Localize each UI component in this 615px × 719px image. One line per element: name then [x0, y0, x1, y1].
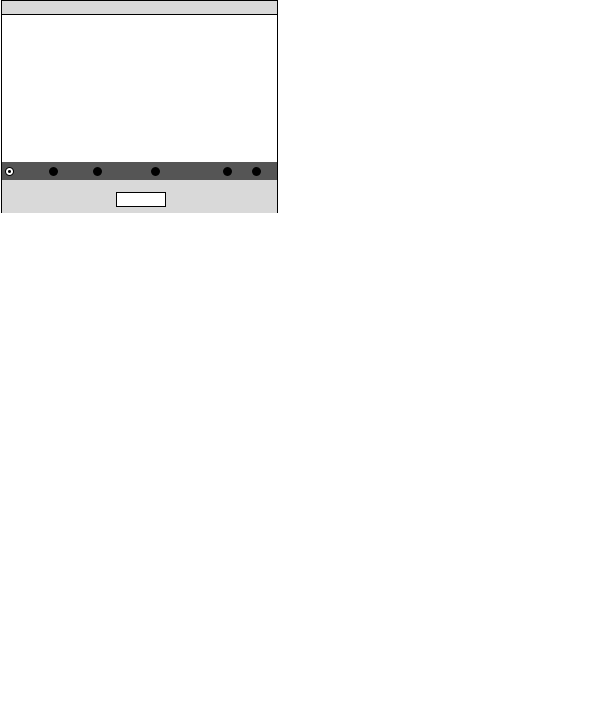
radio-icon	[5, 167, 14, 176]
radio-icon	[49, 167, 58, 176]
tab-disk[interactable]	[223, 162, 233, 180]
radio-icon	[252, 167, 261, 176]
footer	[2, 180, 277, 213]
tab-record[interactable]	[5, 162, 15, 180]
radio-icon	[223, 167, 232, 176]
panel-title	[2, 1, 277, 15]
radio-icon	[151, 167, 160, 176]
tab-network[interactable]	[93, 162, 103, 180]
tab-key[interactable]	[252, 162, 262, 180]
tab-bar	[2, 162, 277, 180]
exit-button[interactable]	[116, 192, 166, 207]
tab-sensor-alarm[interactable]	[151, 162, 161, 180]
record-status-panel	[1, 0, 278, 213]
radio-icon	[93, 167, 102, 176]
tab-event[interactable]	[49, 162, 59, 180]
